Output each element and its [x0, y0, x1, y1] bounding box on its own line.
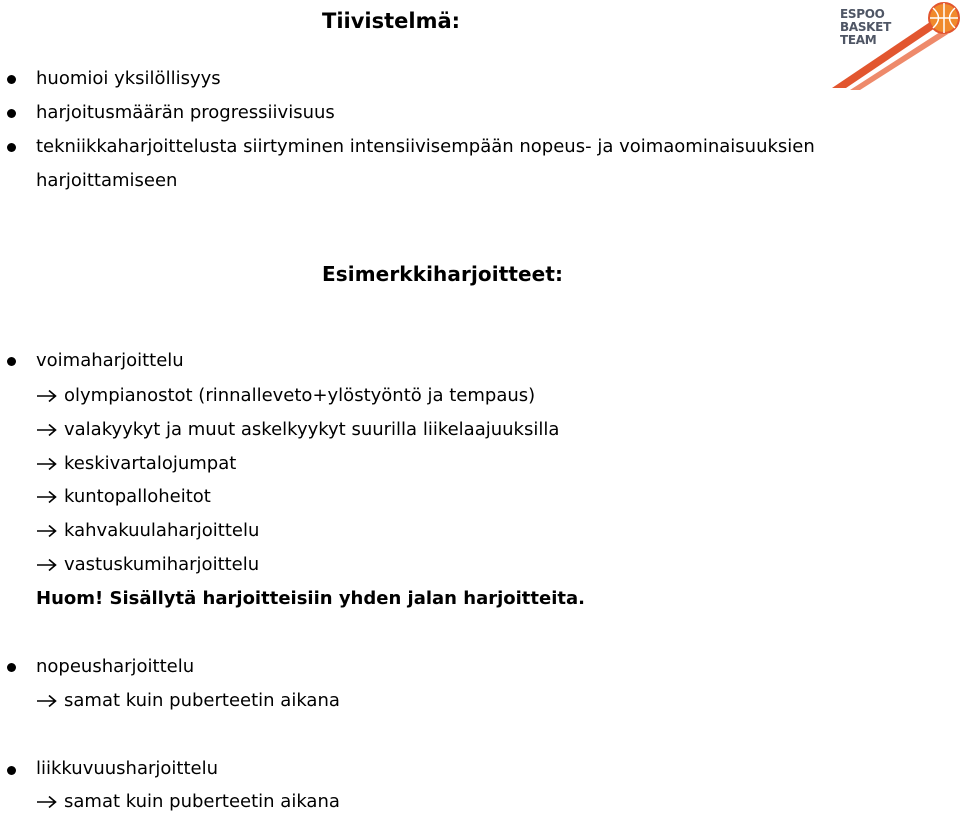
speed-training-label: nopeusharjoittelu	[36, 656, 195, 677]
strength-sub-item-4	[36, 486, 211, 508]
strength-sub-item-6	[36, 554, 259, 576]
summary-item-3: tekniikkaharjoittelusta siirtyminen intensiivisempään nopeus- ja voimaominaisuuksien	[36, 136, 815, 157]
strength-sub-item-1	[36, 385, 535, 407]
examples-heading: Esimerkkiharjoitteet:	[322, 262, 564, 286]
right-arrow-icon	[36, 694, 58, 708]
right-arrow-icon	[36, 457, 58, 471]
strength-sub-item-text: vastuskumiharjoittelu	[64, 554, 260, 575]
strength-sub-item-5	[36, 520, 259, 542]
right-arrow-icon	[36, 558, 58, 572]
speed-sub-item	[36, 690, 340, 712]
mobility-training-label: liikkuvuusharjoittelu	[36, 758, 219, 779]
strength-sub-item-text: olympianostot (rinnalleveto+ylöstyöntö ja tempaus)	[64, 385, 536, 406]
strength-sub-item-text: valakyykyt ja muut askelkyykyt suurilla liikelaajuuksilla	[64, 419, 560, 440]
espoo-basket-team-logo	[832, 0, 960, 92]
strength-sub-item-2	[36, 419, 559, 441]
speed-sub-item-text: samat kuin puberteetin aikana	[64, 690, 340, 711]
logo-text-line3: TEAM	[840, 33, 877, 47]
strength-note: Huom! Sisällytä harjoitteisiin yhden jalan harjoitteita.	[36, 588, 585, 609]
right-arrow-icon	[36, 423, 58, 437]
mobility-sub-item	[36, 791, 340, 813]
bullet-dot-icon	[7, 143, 16, 152]
mobility-sub-item-text: samat kuin puberteetin aikana	[64, 791, 340, 812]
summary-item-1: huomioi yksilöllisyys	[36, 68, 221, 89]
bullet-dot-icon	[7, 75, 16, 84]
strength-sub-item-3	[36, 453, 236, 475]
logo-text-line1: ESPOO	[840, 7, 885, 21]
strength-sub-item-text: kahvakuulaharjoittelu	[64, 520, 260, 541]
right-arrow-icon	[36, 389, 58, 403]
strength-training-label: voimaharjoittelu	[36, 350, 184, 371]
bullet-dot-icon	[7, 357, 16, 366]
bullet-dot-icon	[7, 109, 16, 118]
right-arrow-icon	[36, 795, 58, 809]
strength-sub-item-text: kuntopalloheitot	[64, 486, 211, 507]
bullet-dot-icon	[7, 663, 16, 672]
right-arrow-icon	[36, 524, 58, 538]
summary-item-2: harjoitusmäärän progressiivisuus	[36, 102, 335, 123]
right-arrow-icon	[36, 490, 58, 504]
page-title: Tiivistelmä:	[322, 9, 461, 33]
bullet-dot-icon	[7, 766, 16, 775]
strength-sub-item-text: keskivartalojumpat	[64, 453, 237, 474]
logo-text-line2: BASKET	[840, 20, 891, 34]
summary-item-3-continuation: harjoittamiseen	[36, 170, 178, 191]
